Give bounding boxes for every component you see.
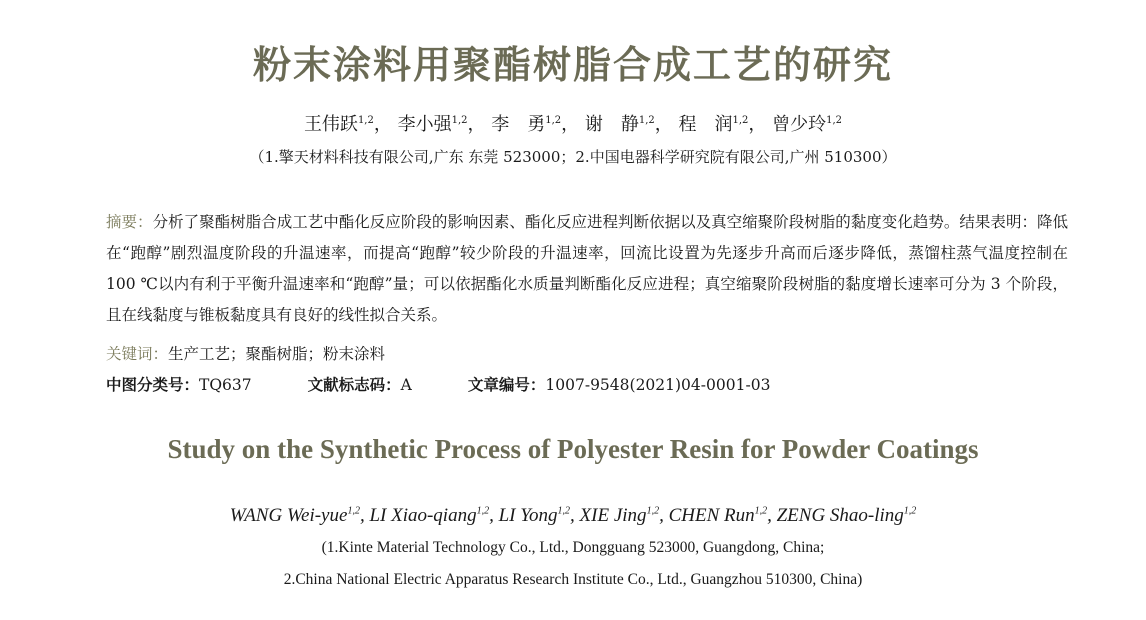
article-number-label: 文章编号： xyxy=(467,376,546,394)
author-en: LI Yong xyxy=(498,505,558,526)
author-affil-sup: 1,2 xyxy=(754,505,768,517)
author-en: LI Xiao-qiang xyxy=(369,505,477,526)
author-cn: 王伟跃 xyxy=(303,114,358,135)
keywords-text: 生产工艺；聚酯树脂；粉末涂料 xyxy=(168,345,386,363)
author-affil-sup: 1,2 xyxy=(451,115,468,126)
clc-value: TQ637 xyxy=(199,376,252,394)
author-affil-sup: 1,2 xyxy=(545,115,562,126)
abstract-text: 分析了聚酯树脂合成工艺中酯化反应阶段的影响因素、酯化反应进程判断依据以及真空缩聚阶段树脂的黏度变化趋势。结果表明：降低在“跑醇”剧烈温度阶段的升温速率，而提高“跑醇”较少阶段的升温速率，回流比设置为先逐步升高而后逐步降低，蒸馏柱蒸气温度控制在 100 ℃以内有利于平衡升温速率和“跑醇”量；可以依据酯化水质量判断酯化反应进程；真空缩聚阶段树脂的黏度增长速率可分为 3 个阶段，且在线黏度与锥板黏度具有良好的线性拟合关系。 xyxy=(106,213,1068,324)
author-affil-sup: 1,2 xyxy=(903,505,917,517)
author-affil-sup: 1,2 xyxy=(357,115,374,126)
author-cn: 李小强 xyxy=(397,114,452,135)
author-list-cn: 王伟跃$^{1,2}$， 李小强$^{1,2}$， 李 勇$^{1,2}$， 谢 静$^{1,2}$， 程 润$^{1,2}$， 曾少玲$^{1,2}$ xyxy=(303,114,843,135)
abstract-block xyxy=(106,207,1068,331)
author-affil-sup: 1,2 xyxy=(557,505,571,517)
author-affil-sup: 1,2 xyxy=(347,505,360,517)
keywords-label: 关键词： xyxy=(106,345,169,363)
author-affil-sup: 1,2 xyxy=(646,505,660,517)
affiliation-en-line-1: (1.Kinte Material Technology Co., Ltd., Dongguang 523000, Guangdong, China; xyxy=(321,539,825,556)
author-en: XIE Jing xyxy=(579,505,647,526)
author-en: WANG Wei-yue xyxy=(229,505,348,526)
author-affil-sup: 1,2 xyxy=(826,115,843,126)
classification-line xyxy=(106,373,770,395)
author-en: CHEN Run xyxy=(668,505,755,526)
author-cn: 程 润 xyxy=(678,114,733,135)
article-number-value: 1007-9548(2021)04-0001-03 xyxy=(545,376,771,394)
paper-title-cn: 粉末涂料用聚酯树脂合成工艺的研究 xyxy=(252,43,893,87)
clc-label: 中图分类号： xyxy=(106,376,200,394)
affiliation-en-line-2: 2.China National Electric Apparatus Research Institute Co., Ltd., Guangzhou 510300, China) xyxy=(283,571,863,588)
paper-title-en: Study on the Synthetic Process of Polyester Resin for Powder Coatings xyxy=(167,434,979,464)
author-affil-sup: 1,2 xyxy=(638,115,655,126)
author-affil-sup: 1,2 xyxy=(476,505,490,517)
affiliation-cn: （1.擎天材料科技有限公司,广东 东莞 523000；2.中国电器科学研究院有限公司,广州 510300） xyxy=(249,148,897,166)
doc-code-label: 文献标志码： xyxy=(307,376,401,394)
author-en: ZENG Shao-ling xyxy=(776,505,904,526)
abstract-label: 摘要： xyxy=(106,213,153,231)
doc-code-value: A xyxy=(400,376,412,394)
author-affil-sup: 1,2 xyxy=(732,115,749,126)
author-cn: 谢 静 xyxy=(584,114,639,135)
author-cn: 曾少玲 xyxy=(772,114,827,135)
keywords-line xyxy=(106,342,385,364)
author-cn: 李 勇 xyxy=(491,114,546,135)
author-list-en: WANG Wei-yue$^{1,2}$, LI Xiao-qiang$^{1,2}$, LI Yong$^{1,2}$, XIE Jing$^{1,2}$, CHEN Run$^{1,2}$, ZENG Shao-ling$^{1,2}$ xyxy=(229,505,917,526)
